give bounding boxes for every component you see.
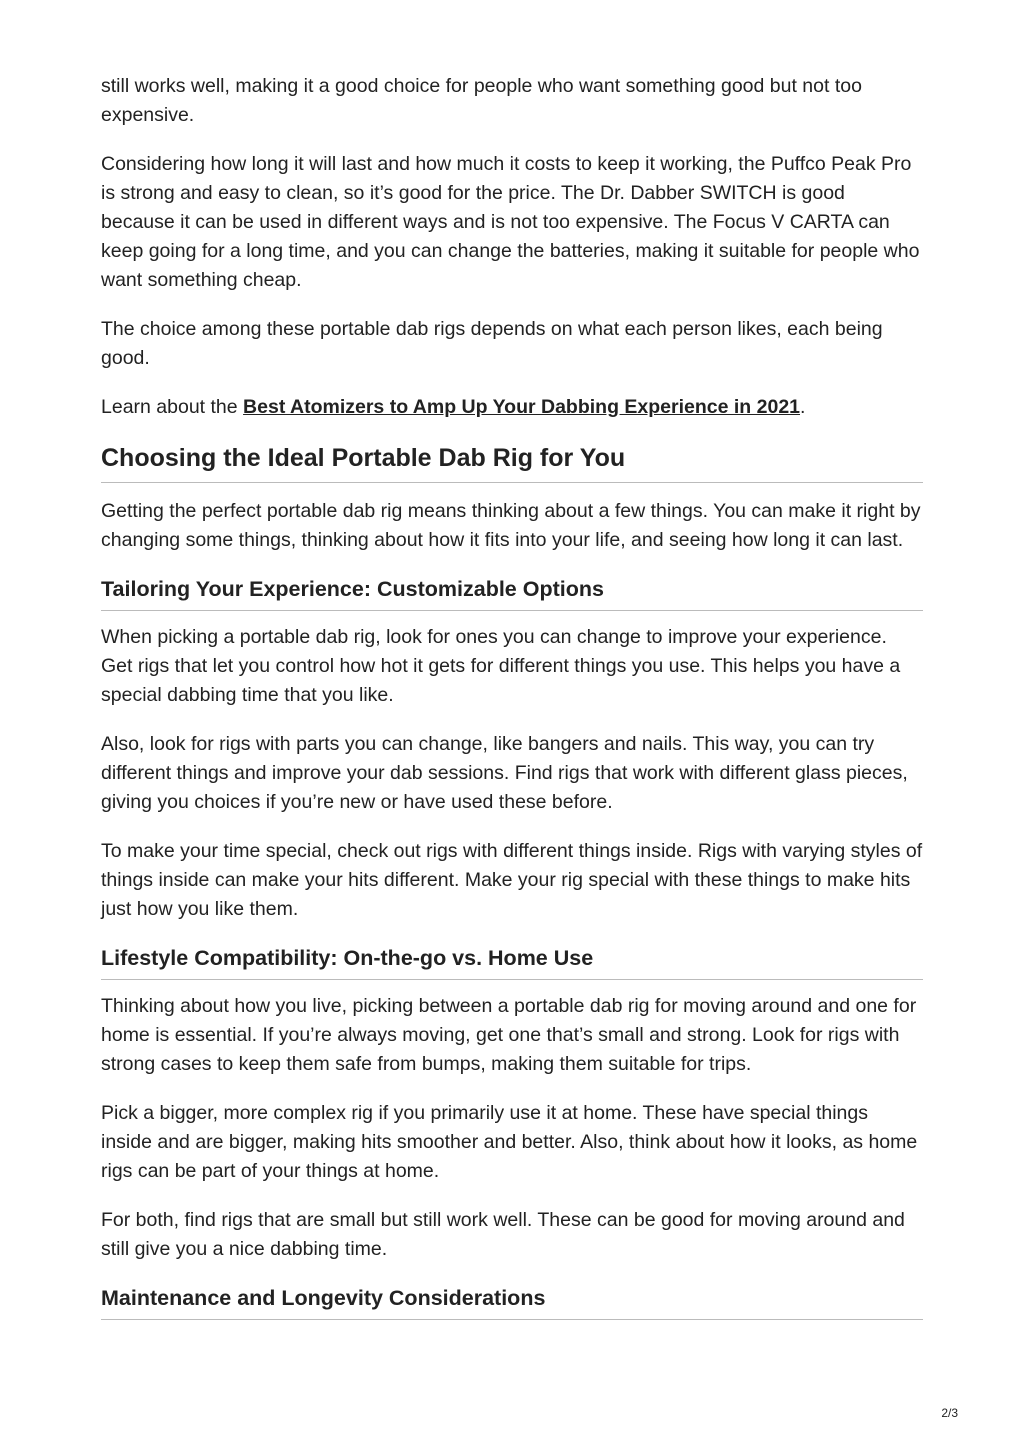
- paragraph-tailoring-1: When picking a portable dab rig, look for ones you can change to improve your experience. Get rigs that let you control how hot it gets for different things you use. This helps you have a special dabbing time that you like.: [101, 626, 901, 706]
- heading-tailoring-experience: Tailoring Your Experience: Customizable Options: [101, 575, 923, 611]
- atomizers-article-link[interactable]: Best Atomizers to Amp Up Your Dabbing Experience in 2021: [243, 396, 801, 418]
- paragraph-tailoring-2: Also, look for rigs with parts you can change, like bangers and nails. This way, you can try different things and improve your dab sessions. Find rigs that work with different glass pieces, giving you choices if you’re new or have used these before.: [101, 733, 908, 813]
- heading-lifestyle-compatibility: Lifestyle Compatibility: On-the-go vs. Home Use: [101, 944, 923, 980]
- page-number: 2/3: [941, 1406, 958, 1420]
- paragraph-lifestyle-1: Thinking about how you live, picking between a portable dab rig for moving around and one for home is essential. If you’re always moving, get one that’s small and strong. Look for rigs with strong cases to keep them safe from bumps, making them suitable for trips.: [101, 995, 917, 1075]
- paragraph-lifestyle-2: Pick a bigger, more complex rig if you primarily use it at home. These have special things inside and are bigger, making hits smoother and better. Also, think about how it looks, as home rigs can be part of your things at home.: [101, 1102, 918, 1182]
- paragraph-choosing-intro: Getting the perfect portable dab rig means thinking about a few things. You can make it right by changing some things, thinking about how it fits into your life, and seeing how long it can last.: [101, 500, 921, 551]
- learn-suffix: .: [800, 396, 806, 418]
- paragraph-tailoring-3: To make your time special, check out rigs with different things inside. Rigs with varying styles of things inside can make your hits different. Make your rig special with these things to make hits just how you like them.: [101, 840, 923, 920]
- paragraph-learn-more: [101, 393, 923, 422]
- paragraph-choice: The choice among these portable dab rigs depends on what each person likes, each being good.: [101, 318, 883, 369]
- paragraph-affordable: still works well, making it a good choice for people who want something good but not too expensive.: [101, 75, 862, 126]
- heading-choosing-ideal-rig: Choosing the Ideal Portable Dab Rig for You: [101, 442, 923, 483]
- heading-maintenance-longevity: Maintenance and Longevity Considerations: [101, 1284, 923, 1320]
- paragraph-lifestyle-3: For both, find rigs that are small but still work well. These can be good for moving around and still give you a nice dabbing time.: [101, 1209, 905, 1260]
- document-content: [101, 72, 923, 1332]
- learn-prefix: Learn about the: [101, 396, 244, 418]
- paragraph-value-comparison: Considering how long it will last and how much it costs to keep it working, the Puffco Peak Pro is strong and easy to clean, so it’s good for the price. The Dr. Dabber SWITCH is good because it can be used in different ways and is not too expensive. The Focus V CARTA can keep going for a long time, and you can change the batteries, making it suitable for people who want something cheap.: [101, 153, 920, 291]
